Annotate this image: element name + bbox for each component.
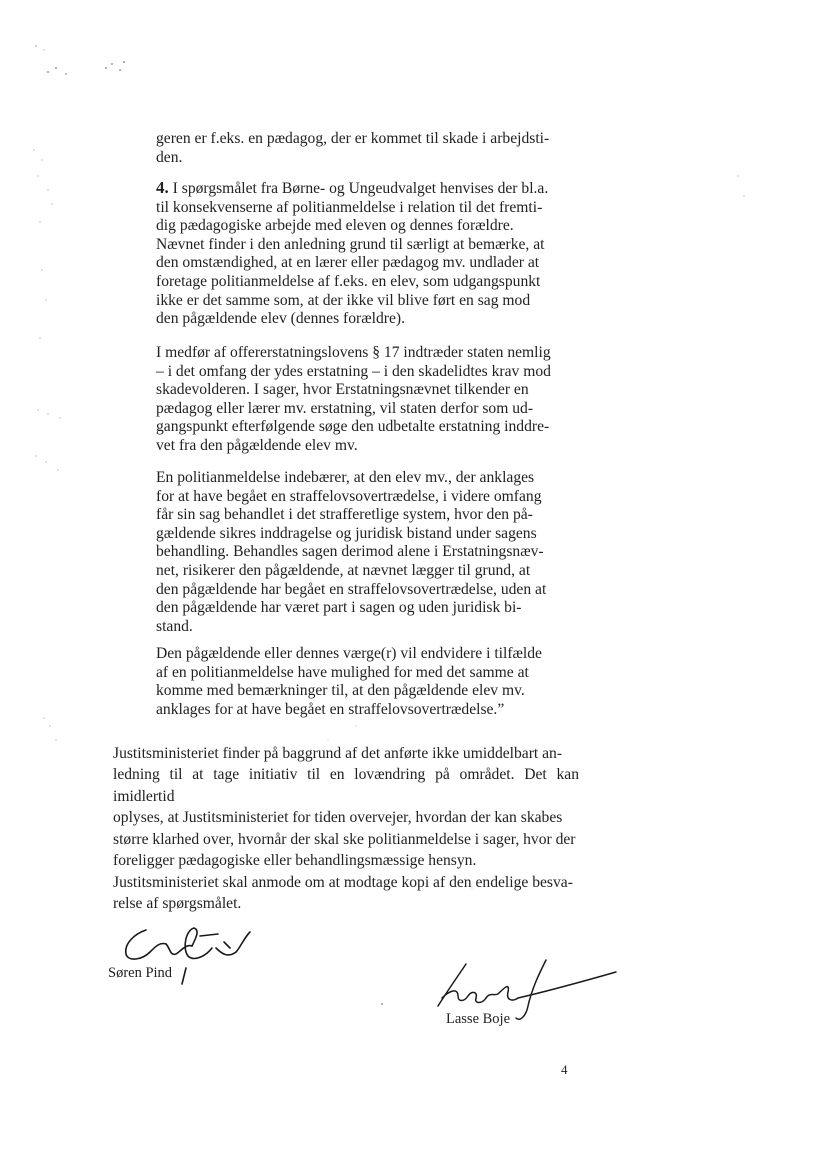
quote-paragraph-1: [156, 130, 560, 167]
text-line: ledning til at tage initiativ til en lovændring på området. Det kan imidlertid: [113, 766, 579, 805]
text-line: ikke er det samme som, at der ikke vil blive ført en sag mod: [156, 291, 531, 309]
quote-paragraph-2: [156, 179, 560, 329]
page-number: 4: [561, 1062, 568, 1077]
text-line: større klarhed over, hvornår der skal ske politianmeldelse i sager, hvor der: [113, 830, 576, 848]
text-line: I spørgsmålet fra Børne- og Ungeudvalget henvises der bl.a.: [172, 180, 549, 197]
text-line: dig pædagogiske arbejde med eleven og dennes forældre.: [156, 217, 514, 235]
signatory-name-right: Lasse Boje: [446, 1011, 511, 1027]
text-line: pædagog eller lærer mv. erstatning, vil staten derfor som ud-: [156, 399, 534, 417]
text-line: gældende sikres inddragelse og juridisk bistand under sagens: [156, 524, 537, 542]
text-line: stand.: [156, 617, 193, 635]
item-number: 4.: [156, 178, 169, 197]
text-line: anklages for at have begået en straffelovsovertrædelse.”: [156, 700, 505, 718]
text-line: – i det omfang der ydes erstatning – i den skadelidtes krav mod: [156, 362, 551, 380]
text-line: oplyses, at Justitsministeriet for tiden overvejer, hvordan der kan skabes: [113, 809, 563, 827]
text-line: for at have begået en straffelovsovertrædelse, i videre omfang: [156, 487, 542, 505]
text-line: den omstændighed, at en lærer eller pædagog mv. undlader at: [156, 254, 540, 272]
text-line: Den pågældende eller dennes værge(r) vil endvidere i tilfælde: [156, 645, 542, 662]
text-line: net, risikerer den pågældende, at nævnet lægger til grund, at: [156, 561, 531, 579]
text-line: den pågældende elev (dennes forældre).: [156, 310, 405, 328]
text-line: skadevolderen. I sager, hvor Erstatningsnævnet tilkender en: [156, 381, 529, 399]
text-line: geren er f.eks. en pædagog, der er kommet til skade i arbejdsti-: [156, 130, 550, 147]
text-line: af en politianmeldelse have mulighed for med det samme at: [156, 663, 529, 681]
text-line: til konsekvenserne af politianmeldelse i relation til det fremti-: [156, 198, 543, 216]
quote-paragraph-3: [156, 344, 560, 456]
quote-paragraph-5: [156, 645, 560, 719]
text-line: komme med bemærkninger til, at den pågældende elev mv.: [156, 682, 525, 700]
text-line: den pågældende har begået en straffelovsovertrædelse, uden at: [156, 580, 547, 598]
text-line: Justitsministeriet skal anmode om at modtage kopi af den endelige besva-: [113, 874, 573, 891]
text-line: den pågældende har været part i sagen og uden juridisk bi-: [156, 599, 522, 617]
text-line: En politianmeldelse indebærer, at den elev mv., der anklages: [156, 469, 535, 486]
body-paragraph-2: [113, 872, 579, 915]
text-line: vet fra den pågældende elev mv.: [156, 436, 358, 454]
body-paragraph-1: [113, 743, 579, 871]
text-line: foreligger pædagogiske eller behandlingsmæssige hensyn.: [113, 852, 477, 870]
signatory-name-left: Søren Pind: [108, 965, 173, 981]
text-line: Justitsministeriet finder på baggrund af det anførte ikke umiddelbart an-: [113, 745, 563, 762]
text-line: relse af spørgsmålet.: [113, 895, 242, 913]
text-line: Nævnet finder i den anledning grund til særligt at bemærke, at: [156, 235, 545, 253]
text-line: den.: [156, 148, 183, 166]
text-line: får sin sag behandlet i det strafferetlige system, hvor den på-: [156, 506, 533, 524]
quote-paragraph-4: [156, 469, 560, 636]
text-line: foretage politianmeldelse af f.eks. en elev, som udgangspunkt: [156, 272, 541, 290]
text-line: I medfør af offererstatningslovens § 17 indtræder staten nemlig: [156, 344, 551, 361]
text-line: gangspunkt efterfølgende søge den udbetalte erstatning inddre-: [156, 418, 550, 436]
text-line: behandling. Behandles sagen derimod alene i Erstatningsnæv-: [156, 543, 544, 561]
